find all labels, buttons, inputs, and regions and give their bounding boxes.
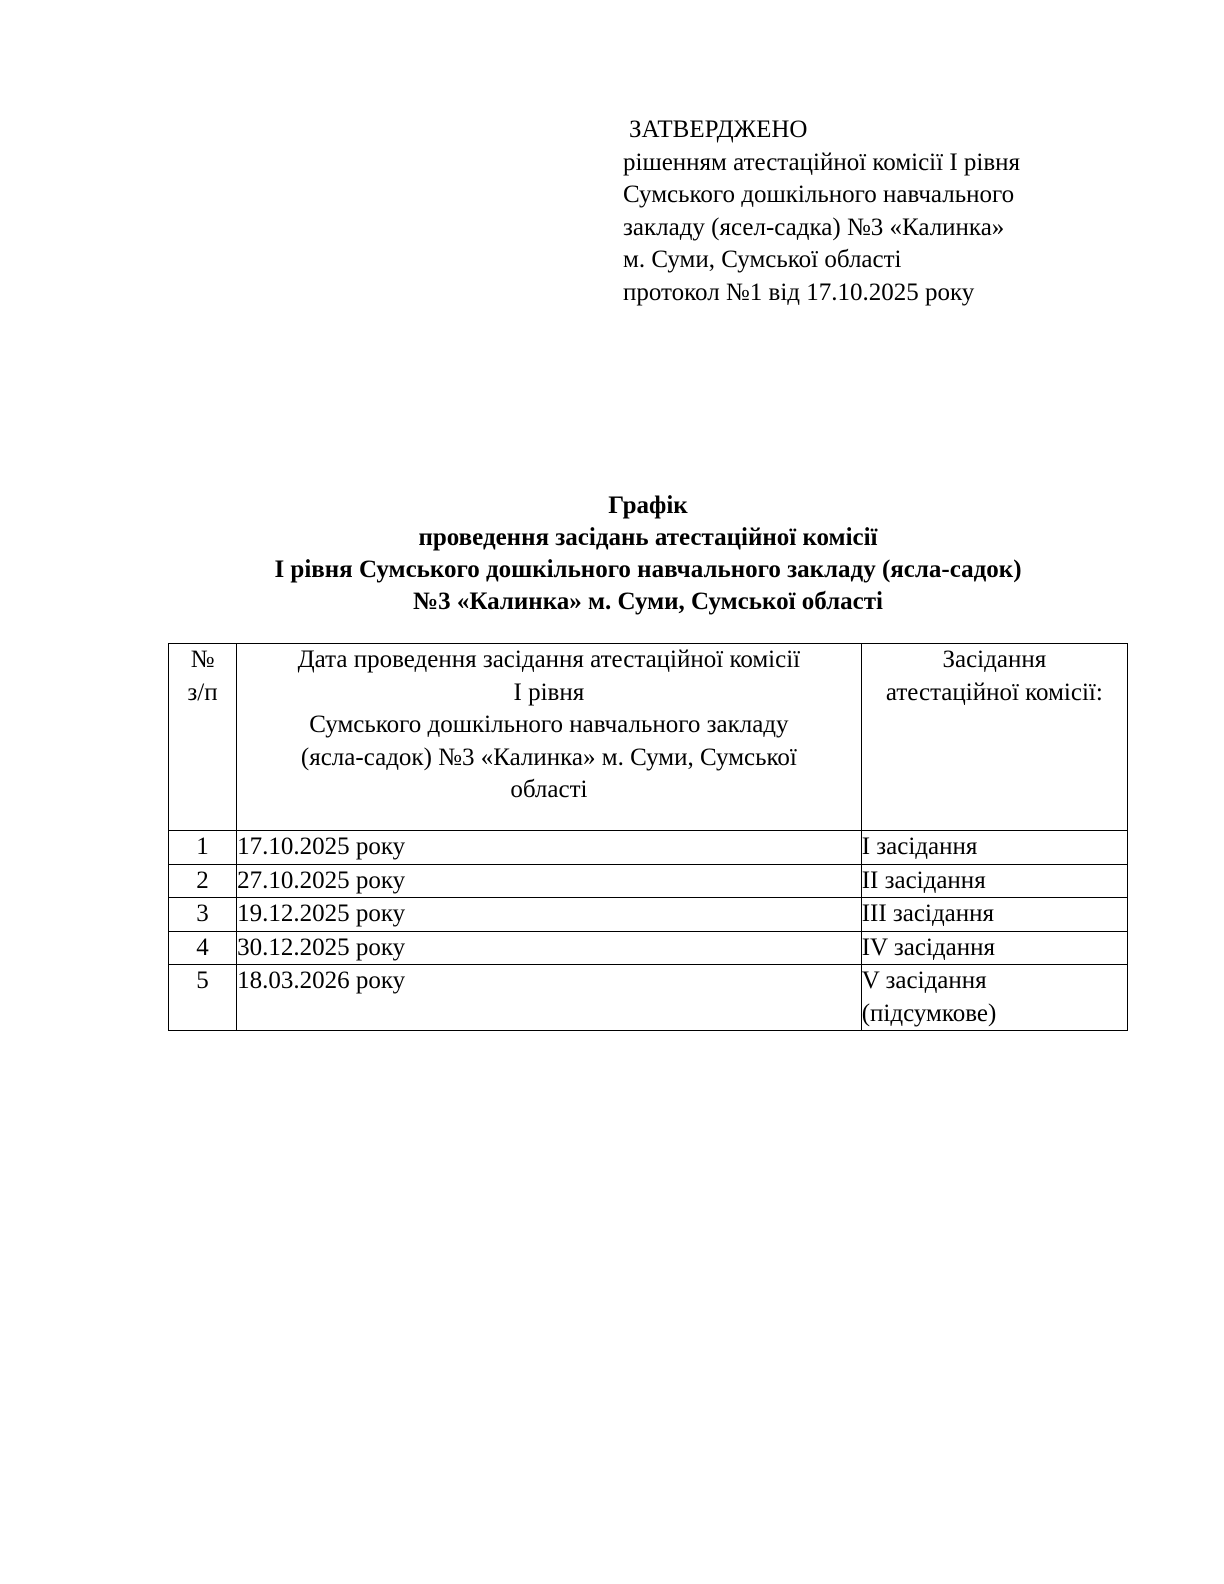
- row-meeting: [861, 898, 1127, 932]
- document-heading: [168, 490, 1128, 618]
- row-meeting-line: ІІІ засідання: [861, 900, 995, 927]
- row-number: 3: [169, 898, 237, 932]
- header-date-line: Дата проведення засідання атестаційної комісії: [297, 646, 801, 673]
- header-date-line: І рівня: [513, 678, 585, 706]
- header-number: [169, 644, 237, 831]
- table-row: [169, 864, 1128, 898]
- table-row: [169, 931, 1128, 965]
- row-meeting-line: V засідання: [861, 967, 987, 994]
- row-meeting: [861, 864, 1127, 898]
- header-date-line: області: [510, 776, 588, 803]
- approval-block: [623, 114, 1143, 309]
- header-date-line: Сумського дошкільного навчального закладу: [309, 711, 789, 738]
- row-number: 4: [169, 931, 237, 965]
- approval-line: м. Суми, Сумської області: [623, 246, 902, 273]
- approval-protocol: протокол №1 від 17.10.2025 року: [623, 278, 975, 306]
- row-date: 27.10.2025 року: [237, 864, 862, 898]
- header-date: [237, 644, 862, 831]
- table-header-row: [169, 644, 1128, 831]
- schedule-table: [168, 643, 1128, 1031]
- header-number-line: №: [190, 646, 215, 673]
- row-number: 2: [169, 864, 237, 898]
- row-meeting-line: (підсумкове): [861, 999, 997, 1027]
- approval-line: закладу (ясел-садка) №3 «Калинка»: [623, 213, 1005, 241]
- approval-line: рішенням атестаційної комісії І рівня: [623, 148, 1021, 176]
- header-meeting: [861, 644, 1127, 831]
- heading-title: Графік: [608, 492, 688, 519]
- approval-title: ЗАТВЕРДЖЕНО: [629, 116, 808, 143]
- row-date: 18.03.2026 року: [237, 965, 862, 1031]
- row-meeting: [861, 965, 1127, 1031]
- row-number: 1: [169, 831, 237, 865]
- row-number: 5: [169, 965, 237, 1031]
- header-meeting-line: Засідання: [942, 646, 1047, 673]
- row-meeting: [861, 931, 1127, 965]
- row-meeting: [861, 831, 1127, 865]
- approval-line: Сумського дошкільного навчального: [623, 181, 1015, 208]
- row-meeting-line: ІІ засідання: [861, 866, 986, 894]
- heading-line: проведення засідань атестаційної комісії: [418, 524, 878, 551]
- table-row: [169, 831, 1128, 865]
- heading-line: І рівня Сумського дошкільного навчального закладу (ясла-садок): [274, 556, 1022, 583]
- row-date: 19.12.2025 року: [237, 898, 862, 932]
- row-meeting-line: І засідання: [861, 833, 978, 860]
- header-number-line: з/п: [187, 678, 218, 706]
- table-row: [169, 898, 1128, 932]
- row-meeting-line: IV засідання: [861, 933, 995, 961]
- row-date: 17.10.2025 року: [237, 831, 862, 865]
- header-date-line: (ясла-садок) №3 «Калинка» м. Суми, Сумської: [300, 743, 797, 771]
- table-row: [169, 965, 1128, 1031]
- row-date: 30.12.2025 року: [237, 931, 862, 965]
- header-meeting-line: атестаційної комісії:: [885, 678, 1103, 706]
- heading-line: №3 «Калинка» м. Суми, Сумської області: [412, 588, 883, 615]
